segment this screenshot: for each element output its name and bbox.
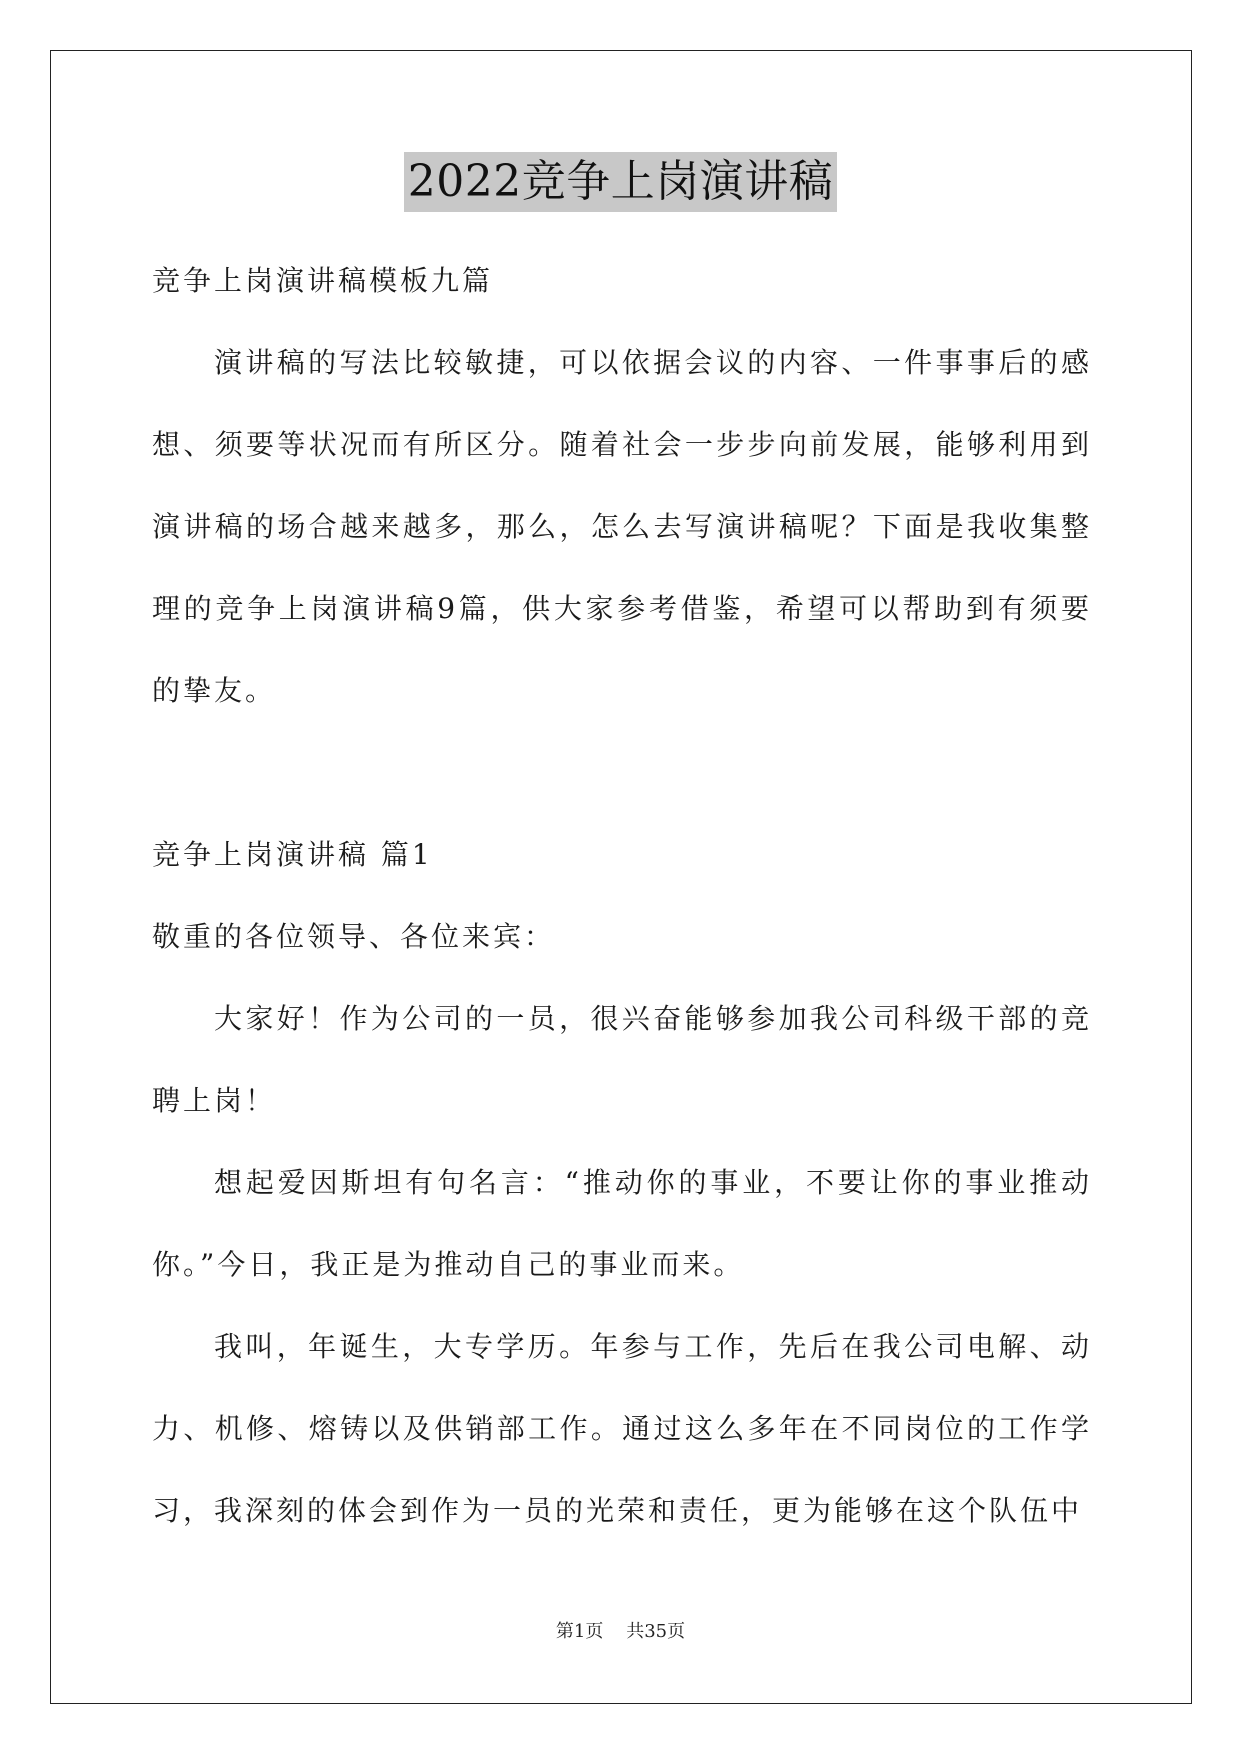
greeting-line: 敬重的各位领导、各位来宾：: [152, 920, 556, 953]
body-paragraph: 我叫，年诞生，大专学历。年参与工作，先后在我公司电解、动力、机修、熔铸以及供销部工作。通过这么多年在不同岗位的工作学习，我深刻的体会到作为一员的光荣和责任，更为能够在这个队伍中: [152, 1330, 1092, 1527]
total-pages: 共35页: [626, 1621, 686, 1642]
title-wrap: [0, 152, 1241, 212]
body-paragraph: 大家好！作为公司的一员，很兴奋能够参加我公司科级干部的竞聘上岗！: [152, 1002, 1092, 1117]
intro-paragraph: 演讲稿的写法比较敏捷，可以依据会议的内容、一件事事后的感想、须要等状况而有所区分。随着社会一步步向前发展，能够利用到演讲稿的场合越来越多，那么，怎么去写演讲稿呢？下面是我收集整理的竞争上岗演讲稿9篇，供大家参考借鉴，希望可以帮助到有须要的挚友。: [152, 346, 1092, 707]
body-paragraph: 想起爱因斯坦有句名言：“推动你的事业，不要让你的事业推动你。”今日，我正是为推动自己的事业而来。: [152, 1166, 1092, 1281]
document-subtitle: 竞争上岗演讲稿模板九篇: [152, 264, 494, 297]
document-body: [152, 240, 1092, 1552]
page-footer: [0, 1620, 1241, 1644]
footer-spacer: [603, 1621, 626, 1642]
section-gap: [152, 732, 1092, 814]
section-heading: 竞争上岗演讲稿 篇1: [152, 838, 433, 871]
page-number: 第1页: [555, 1621, 604, 1642]
document-title: 2022竞争上岗演讲稿: [404, 152, 837, 212]
